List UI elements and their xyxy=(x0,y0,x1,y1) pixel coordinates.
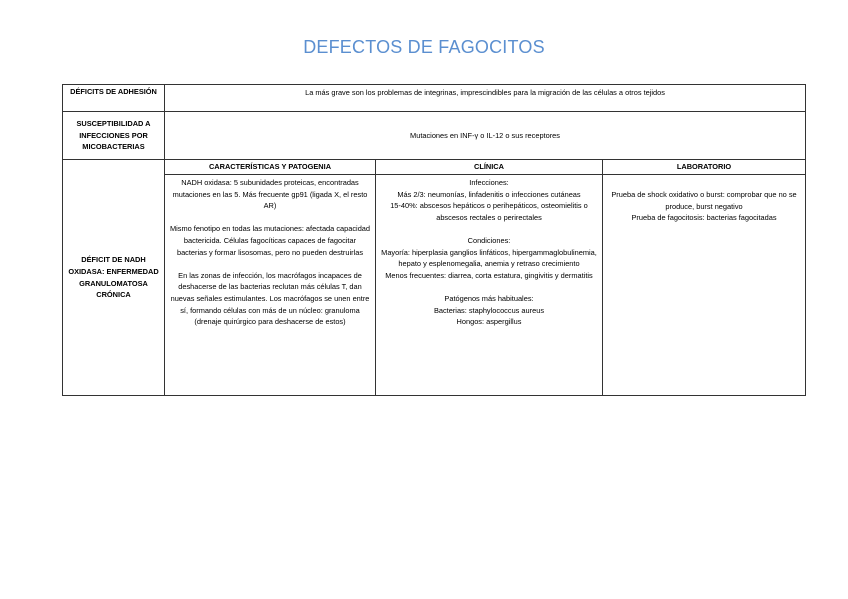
column-header-laboratorio: LABORATORIO xyxy=(603,160,806,175)
caracteristicas-paragraph: NADH oxidasa: 5 subunidades proteicas, encontradas mutaciones en las 5. Más frecuente gp91 (ligada X, el resto AR) xyxy=(172,178,368,211)
page-title: DEFECTOS DE FAGOCITOS xyxy=(303,37,545,57)
clinica-cell xyxy=(376,175,603,396)
column-header-caracteristicas: CARACTERÍSTICAS Y PATOGENIA xyxy=(165,160,376,175)
laboratorio-item: Prueba de shock oxidativo o burst: comprobar que no se produce, burst negativo xyxy=(611,190,797,211)
condiciones-item: Mayoría: hiperplasia ganglios linfáticos, hipergammaglobulinemia, hepato y esplenomegalia, anemia y retraso crecimiento xyxy=(381,247,597,269)
condiciones-title: Condiciones: xyxy=(467,235,511,245)
patogenos-title: Patógenos más habituales: xyxy=(444,293,534,303)
caracteristicas-paragraph: Mismo fenotipo en todas las mutaciones: afectada capacidad bactericida. Células fagocíticas capaces de fagocitar bacterias y formar lisosomas, pero no pueden destruirlas xyxy=(169,224,371,257)
row-label-micobacterias: SUSCEPTIBILIDAD A INFECCIONES POR MICOBACTERIAS xyxy=(63,112,165,160)
infecciones-title: Infecciones: xyxy=(469,178,509,187)
column-header-clinica: CLÍNICA xyxy=(376,160,603,175)
table-row-nadh-headers xyxy=(63,160,806,175)
caracteristicas-paragraph: En las zonas de infección, los macrófagos incapaces de deshacerse de las bacterias reclutan más células T, dan nuevas señales estimulantes. Los macrófagos se unen entre sí, formando células con más de un núcleo: granuloma (drenaje quirúrgico para deshacerse de estos) xyxy=(170,270,370,327)
row-label-nadh-oxidasa: DÉFICIT DE NADH OXIDASA: ENFERMEDAD GRANULOMATOSA CRÓNICA xyxy=(63,160,165,396)
patogenos-item: Bacterias: staphylococcus aureus xyxy=(433,305,545,315)
infecciones-item: Más 2/3: neumonías, linfadenitis o infecciones cutáneas xyxy=(397,189,581,199)
caracteristicas-cell xyxy=(165,175,376,396)
table-row-adhesion xyxy=(63,85,806,112)
patogenos-item: Hongos: aspergillus xyxy=(456,317,522,327)
adhesion-description: La más grave son los problemas de integrinas, imprescindibles para la migración de las células a otros tejidos xyxy=(165,85,806,112)
condiciones-item: Menos frecuentes: diarrea, corta estatura, gingivitis y dermatitis xyxy=(385,270,593,280)
row-label-adhesion: DÉFICITS DE ADHESIÓN xyxy=(63,85,165,112)
micobacterias-description: Mutaciones en INF-γ o IL-12 o sus receptores xyxy=(165,112,806,160)
infecciones-item: 15-40%: abscesos hepáticos o perihepáticos, osteomielitis o abscesos rectales o perirectales xyxy=(390,201,588,222)
table-row-nadh-content xyxy=(63,175,806,396)
laboratorio-item: Prueba de fagocitosis: bacterias fagocitadas xyxy=(631,213,777,223)
laboratorio-cell xyxy=(603,175,806,396)
table-row-micobacterias xyxy=(63,112,806,160)
phagocyte-defects-table xyxy=(62,84,806,396)
